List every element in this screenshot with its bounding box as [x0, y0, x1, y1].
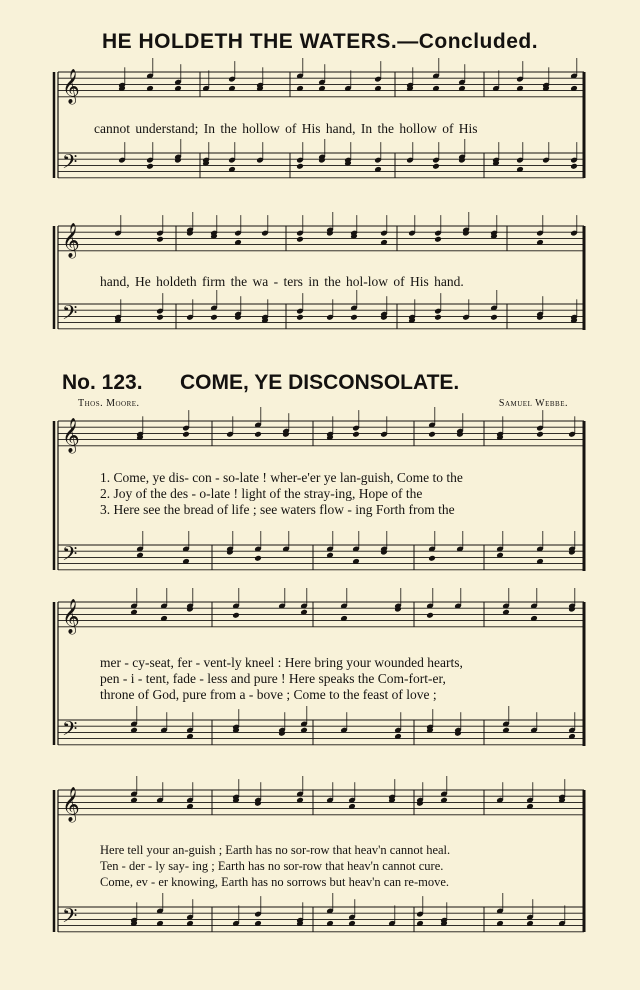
- bass-clef-icon: 𝄢: [62, 904, 78, 932]
- lyric-line: Here tell your an-guish ; Earth has no sor-row that heav'n cannot heal.: [100, 843, 451, 857]
- lyric-line: throne of God, pure from a - bove ; Come to the feast of love ;: [100, 687, 437, 702]
- note-head: [254, 431, 262, 438]
- page-title: HE HOLDETH THE WATERS.—Concluded.: [101, 30, 539, 53]
- note-head: [570, 163, 578, 170]
- note-head: [432, 163, 440, 170]
- treble-clef-icon: 𝄞: [62, 418, 80, 453]
- treble-clef-icon: 𝄞: [62, 599, 80, 634]
- lyric-line: 1. Come, ye dis- con - so-late ! wher-e'er ye lan-guish, Come to the: [100, 470, 463, 485]
- author-credit: Thos. Moore.: [78, 398, 140, 409]
- note-head: [296, 314, 304, 321]
- note-head: [296, 236, 304, 243]
- note-head: [232, 612, 240, 619]
- note-head: [490, 314, 498, 321]
- treble-clef-icon: 𝄞: [62, 223, 80, 258]
- hymn-number: No. 123.: [62, 371, 143, 394]
- note-head: [296, 163, 304, 170]
- composer-credit: Samuel Webbe.: [498, 398, 568, 409]
- bass-clef-icon: 𝄢: [62, 717, 78, 745]
- lyric-line: pen - i - tent, fade - less and pure ! Here speaks the Com-fort-er,: [100, 671, 446, 686]
- note-head: [434, 236, 442, 243]
- bass-clef-icon: 𝄢: [62, 301, 78, 329]
- hymn-title: COME, YE DISCONSOLATE.: [180, 371, 460, 394]
- bass-clef-icon: 𝄢: [62, 150, 78, 178]
- lyric-line: Ten - der - ly say- ing ; Earth has no sor-row that heav'n cannot cure.: [100, 859, 444, 873]
- treble-clef-icon: 𝄞: [62, 787, 80, 822]
- lyric-line: mer - cy-seat, fer - vent-ly kneel : Here bring your wounded hearts,: [100, 655, 463, 670]
- note-head: [350, 314, 358, 321]
- note-head: [536, 431, 544, 438]
- lyric-line: cannot understand; In the hollow of His hand, In the hollow of His: [94, 121, 478, 136]
- note-head: [434, 314, 442, 321]
- note-head: [428, 431, 436, 438]
- note-head: [352, 431, 360, 438]
- note-head: [428, 555, 436, 562]
- note-head: [156, 314, 164, 321]
- note-head: [210, 314, 218, 321]
- note-head: [426, 612, 434, 619]
- note-head: [254, 555, 262, 562]
- note-head: [156, 236, 164, 243]
- note-head: [182, 431, 190, 438]
- note-head: [146, 163, 154, 170]
- lyric-line: hand, He holdeth firm the wa - ters in the hol-low of His hand.: [100, 274, 464, 289]
- bass-clef-icon: 𝄢: [62, 542, 78, 570]
- lyric-line: 2. Joy of the des - o-late ! light of the stray-ing, Hope of the: [100, 486, 423, 501]
- lyric-line: 3. Here see the bread of life ; see waters flow - ing Forth from the: [100, 502, 455, 517]
- lyric-line: Come, ev - er knowing, Earth has no sorrows but heav'n can re-move.: [100, 875, 450, 889]
- treble-clef-icon: 𝄞: [62, 69, 80, 104]
